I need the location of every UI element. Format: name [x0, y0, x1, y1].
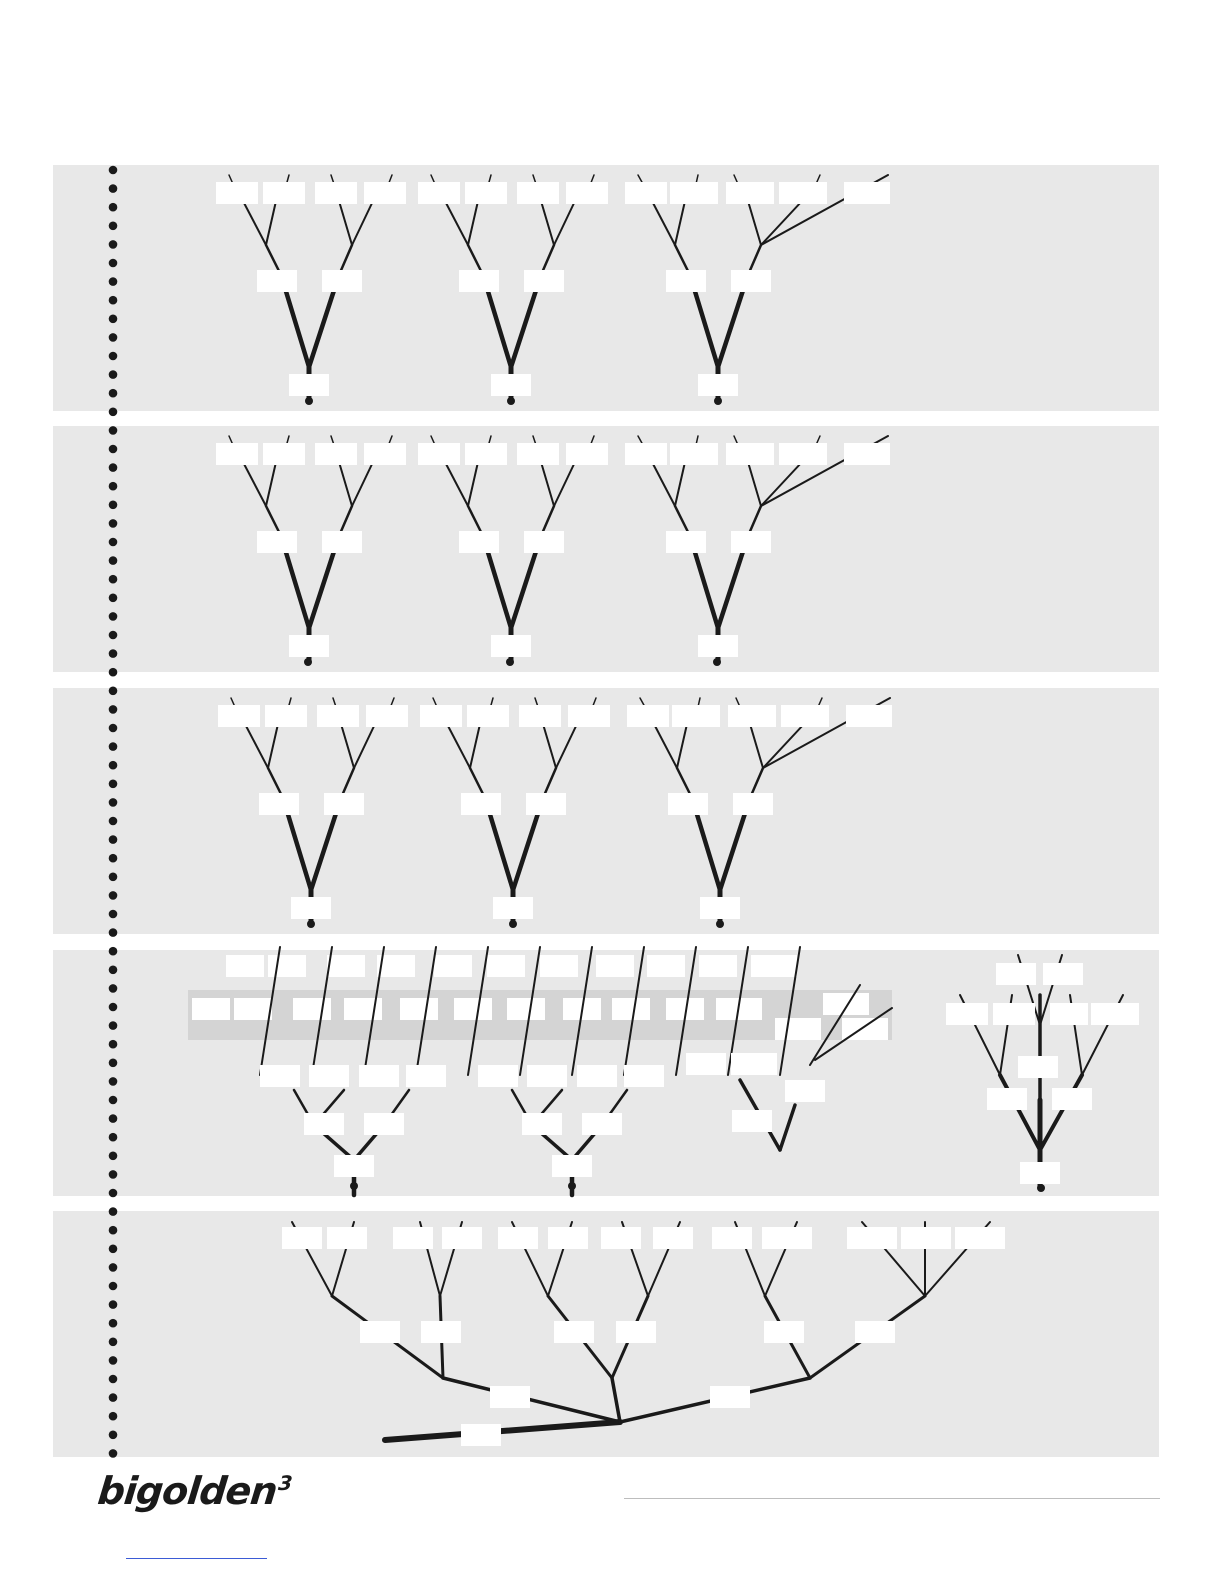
- stem-end: [507, 397, 515, 405]
- leaf-box: [498, 1227, 538, 1249]
- branch-box: [668, 793, 708, 815]
- upper-leaf-box: [327, 955, 365, 977]
- margin-dot: [109, 1096, 118, 1105]
- leaf-box: [315, 443, 357, 465]
- branch-box: [686, 1053, 726, 1075]
- branch-box: [322, 531, 362, 553]
- leaf-box: [946, 1003, 988, 1025]
- margin-dot: [109, 724, 118, 733]
- leaf-box: [216, 182, 258, 204]
- margin-dot: [109, 910, 118, 919]
- band-leaf-box: [234, 998, 272, 1020]
- leaf-box: [418, 182, 460, 204]
- margin-dot: [109, 1412, 118, 1421]
- branch-box: [527, 1065, 567, 1087]
- margin-dot: [109, 277, 118, 286]
- margin-dot: [109, 928, 118, 937]
- stem-end: [509, 920, 517, 928]
- margin-dot: [109, 780, 118, 789]
- margin-dot: [109, 612, 118, 621]
- branch-box: [461, 793, 501, 815]
- margin-dot: [109, 315, 118, 324]
- margin-dot: [109, 222, 118, 231]
- leaf-box: [263, 182, 305, 204]
- leaf-box: [263, 443, 305, 465]
- branch-box: [733, 793, 773, 815]
- margin-dot: [109, 556, 118, 565]
- leaf-box: [418, 443, 460, 465]
- branch-box: [624, 1065, 664, 1087]
- upper-leaf-box: [487, 955, 525, 977]
- margin-dot: [109, 854, 118, 863]
- leaf-box: [670, 182, 718, 204]
- band-leaf-box: [612, 998, 650, 1020]
- leaf-box: [779, 443, 827, 465]
- margin-dot: [109, 668, 118, 677]
- band-leaf-box: [507, 998, 545, 1020]
- leaf-box: [1091, 1003, 1139, 1025]
- leaf-box: [364, 182, 406, 204]
- branch-box: [260, 1065, 300, 1087]
- branch-box: [359, 1065, 399, 1087]
- margin-dot: [109, 184, 118, 193]
- leaf-box: [726, 182, 774, 204]
- margin-dot: [109, 1189, 118, 1198]
- margin-dot: [109, 352, 118, 361]
- leaf-box: [420, 705, 462, 727]
- upper-leaf-box: [268, 955, 306, 977]
- margin-dot: [109, 1282, 118, 1291]
- branch-box: [322, 270, 362, 292]
- stem-end: [307, 920, 315, 928]
- margin-dot: [109, 389, 118, 398]
- leaf-box: [218, 705, 260, 727]
- margin-dot: [109, 873, 118, 882]
- stem-end: [350, 1182, 358, 1190]
- leaf-box: [465, 443, 507, 465]
- margin-dot: [109, 519, 118, 528]
- branch-box: [309, 1065, 349, 1087]
- stem-end: [568, 1182, 576, 1190]
- upper-leaf-box: [226, 955, 264, 977]
- margin-dot: [109, 891, 118, 900]
- band-leaf-box: [400, 998, 438, 1020]
- margin-dot: [109, 1431, 118, 1440]
- branch-box: [764, 1321, 804, 1343]
- leaf-box: [846, 705, 892, 727]
- leaf-box: [465, 182, 507, 204]
- leaf-box: [627, 705, 669, 727]
- branch-box: [524, 270, 564, 292]
- upper-leaf-box: [647, 955, 685, 977]
- root-box: [334, 1155, 374, 1177]
- root-box: [491, 374, 531, 396]
- margin-dot: [109, 947, 118, 956]
- branch-box: [666, 531, 706, 553]
- branch-box: [526, 793, 566, 815]
- margin-dot: [109, 1338, 118, 1347]
- leaf-box: [1050, 1003, 1088, 1025]
- margin-dot: [109, 1393, 118, 1402]
- root-box: [491, 635, 531, 657]
- mid-box: [987, 1088, 1027, 1110]
- leaf-box: [517, 182, 559, 204]
- root-box: [698, 374, 738, 396]
- margin-dot: [109, 408, 118, 417]
- margin-dot: [109, 1152, 118, 1161]
- margin-dot: [109, 1133, 118, 1142]
- leaf-box: [728, 705, 776, 727]
- stem-end: [506, 658, 514, 666]
- leaf-box: [901, 1227, 951, 1249]
- margin-dot: [109, 463, 118, 472]
- leaf-box: [779, 182, 827, 204]
- mid-box: [1018, 1056, 1058, 1078]
- branch-box: [360, 1321, 400, 1343]
- leaf-box: [712, 1227, 752, 1249]
- root-box: [493, 897, 533, 919]
- root-box: [461, 1424, 501, 1446]
- leaf-box: [265, 705, 307, 727]
- leaf-box: [781, 705, 829, 727]
- margin-dot: [109, 631, 118, 640]
- margin-dot: [109, 370, 118, 379]
- margin-dot: [109, 575, 118, 584]
- mid-box: [364, 1113, 404, 1135]
- margin-dot: [109, 1245, 118, 1254]
- footer-rule: [624, 1498, 1160, 1499]
- upper-leaf-box: [434, 955, 472, 977]
- margin-dot: [109, 240, 118, 249]
- leaf-box: [625, 443, 667, 465]
- stem-end: [1037, 1184, 1045, 1192]
- margin-dot: [109, 1300, 118, 1309]
- mid-box: [785, 1080, 825, 1102]
- band-leaf-box: [192, 998, 230, 1020]
- margin-dot: [109, 761, 118, 770]
- root-box: [289, 635, 329, 657]
- leaf-box: [366, 705, 408, 727]
- margin-dot: [109, 203, 118, 212]
- leaf-box: [548, 1227, 588, 1249]
- leaf-box: [467, 705, 509, 727]
- root-box: [289, 374, 329, 396]
- leaf-box: [844, 182, 890, 204]
- leaf-box: [517, 443, 559, 465]
- margin-dot: [109, 1003, 118, 1012]
- leaf-box: [601, 1227, 641, 1249]
- leaf-box: [327, 1227, 367, 1249]
- leaf-box: [996, 963, 1036, 985]
- margin-dot: [109, 1356, 118, 1365]
- margin-dot: [109, 1449, 118, 1458]
- margin-dot: [109, 817, 118, 826]
- leaf-box: [282, 1227, 322, 1249]
- branch-box: [421, 1321, 461, 1343]
- margin-dot: [109, 1021, 118, 1030]
- leaf-box: [315, 182, 357, 204]
- stem-end: [714, 397, 722, 405]
- margin-dot: [109, 1170, 118, 1179]
- stem-end: [304, 658, 312, 666]
- mid-box: [582, 1113, 622, 1135]
- margin-dot: [109, 501, 118, 510]
- root-box: [291, 897, 331, 919]
- margin-dot: [109, 259, 118, 268]
- mid-box: [1052, 1088, 1092, 1110]
- margin-dot: [109, 1077, 118, 1086]
- margin-dot: [109, 687, 118, 696]
- branch-box: [259, 793, 299, 815]
- leaf-box: [519, 705, 561, 727]
- margin-dot: [109, 538, 118, 547]
- upper-leaf-box: [699, 955, 737, 977]
- leaf-box: [993, 1003, 1035, 1025]
- mid-box: [304, 1113, 344, 1135]
- margin-dot: [109, 482, 118, 491]
- margin-dot: [109, 1207, 118, 1216]
- margin-dot: [109, 1226, 118, 1235]
- branch-box: [490, 1386, 530, 1408]
- root-box: [552, 1155, 592, 1177]
- upper-leaf-box: [751, 955, 797, 977]
- margin-dot: [109, 798, 118, 807]
- band-leaf-box: [823, 993, 869, 1015]
- leaf-box: [726, 443, 774, 465]
- root-box: [698, 635, 738, 657]
- upper-leaf-box: [540, 955, 578, 977]
- margin-dot: [109, 1114, 118, 1123]
- upper-leaf-box: [596, 955, 634, 977]
- branch-box: [406, 1065, 446, 1087]
- margin-dot: [109, 426, 118, 435]
- leaf-box: [762, 1227, 812, 1249]
- brand-logo-text: bigolden: [95, 1469, 279, 1513]
- margin-dot: [109, 649, 118, 658]
- band-leaf-box: [293, 998, 331, 1020]
- branch-box: [666, 270, 706, 292]
- margin-dot: [109, 594, 118, 603]
- leaf-box: [568, 705, 610, 727]
- margin-dot: [109, 705, 118, 714]
- branch-box: [710, 1386, 750, 1408]
- leaf-box: [625, 182, 667, 204]
- stem-end: [716, 920, 724, 928]
- leaf-box: [442, 1227, 482, 1249]
- margin-dot: [109, 835, 118, 844]
- margin-dot: [109, 1375, 118, 1384]
- leaf-box: [670, 443, 718, 465]
- branch-box: [524, 531, 564, 553]
- branch-box: [554, 1321, 594, 1343]
- branch-box: [257, 270, 297, 292]
- stem-end: [713, 658, 721, 666]
- branch-box: [324, 793, 364, 815]
- root-box: [700, 897, 740, 919]
- margin-dot: [109, 333, 118, 342]
- root-box: [1020, 1162, 1060, 1184]
- margin-dot: [109, 1319, 118, 1328]
- margin-dot: [109, 445, 118, 454]
- leaf-box: [393, 1227, 433, 1249]
- leaf-box: [364, 443, 406, 465]
- stem-end: [305, 397, 313, 405]
- leaf-box: [566, 443, 608, 465]
- leaf-box: [672, 705, 720, 727]
- leaf-box: [1043, 963, 1083, 985]
- branch-box: [459, 531, 499, 553]
- leaf-box: [317, 705, 359, 727]
- branch-box: [257, 531, 297, 553]
- margin-dot: [109, 1059, 118, 1068]
- margin-dot: [109, 1040, 118, 1049]
- brand-logo-superscript: 3: [277, 1471, 293, 1495]
- margin-dot: [109, 1263, 118, 1272]
- branch-box: [459, 270, 499, 292]
- branch-box: [731, 1053, 777, 1075]
- brand-logo: [95, 1469, 293, 1513]
- mid-box: [732, 1110, 772, 1132]
- band-leaf-box: [775, 1018, 821, 1040]
- margin-dot: [109, 296, 118, 305]
- band-leaf-box: [454, 998, 492, 1020]
- leaf-box: [844, 443, 890, 465]
- footer-link-underline: [126, 1558, 267, 1559]
- leaf-box: [847, 1227, 897, 1249]
- branch-box: [731, 270, 771, 292]
- margin-dot: [109, 984, 118, 993]
- margin-dot: [109, 742, 118, 751]
- leaf-box: [955, 1227, 1005, 1249]
- branch-box: [616, 1321, 656, 1343]
- branch-box: [577, 1065, 617, 1087]
- margin-dot: [109, 966, 118, 975]
- branch-box: [731, 531, 771, 553]
- mid-box: [522, 1113, 562, 1135]
- branch-box: [855, 1321, 895, 1343]
- leaf-box: [566, 182, 608, 204]
- margin-dot: [109, 166, 118, 175]
- branch-box: [478, 1065, 518, 1087]
- leaf-box: [653, 1227, 693, 1249]
- leaf-box: [216, 443, 258, 465]
